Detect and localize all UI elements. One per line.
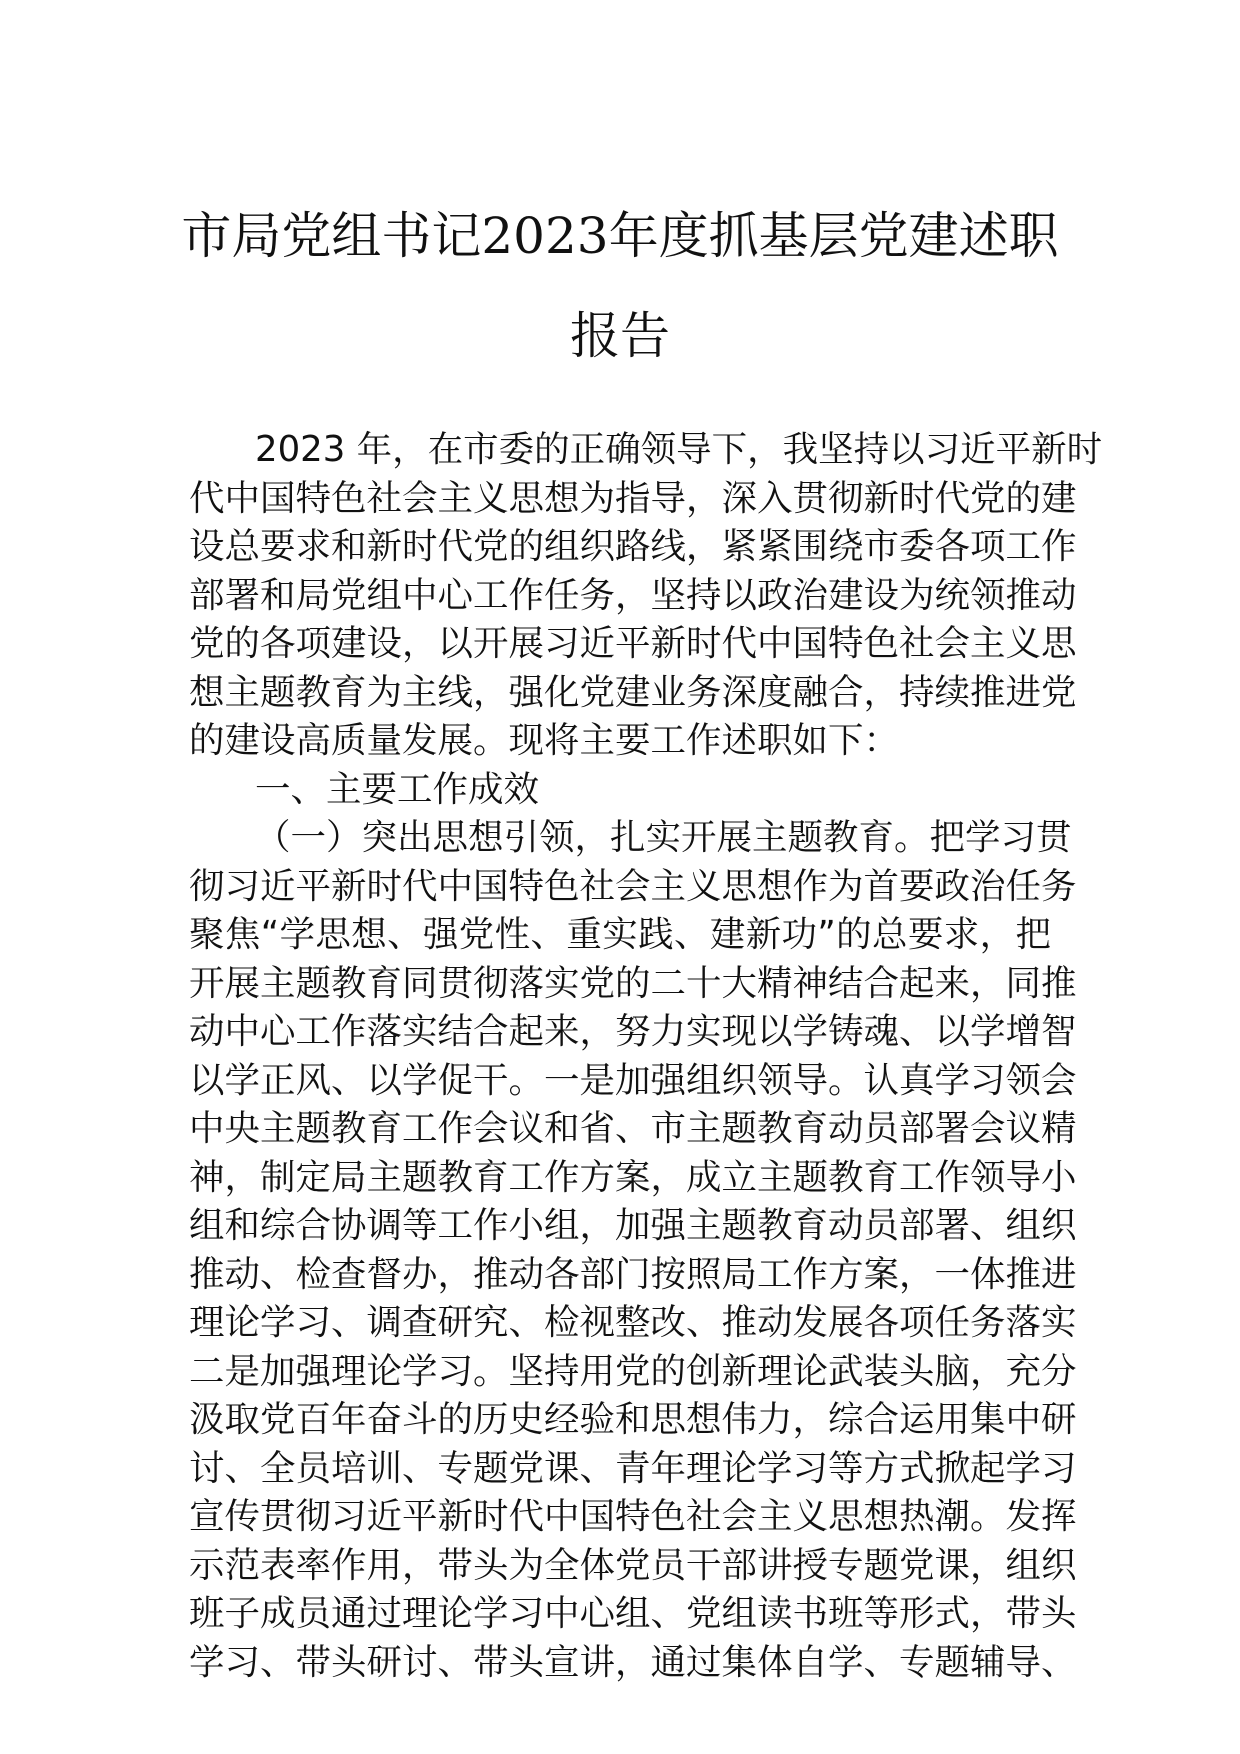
body-line: 示范表率作用，带头为全体党员干部讲授专题党课，组织 (189, 1544, 1077, 1586)
body-line: 神，制定局主题教育工作方案，成立主题教育工作领导小 (189, 1156, 1077, 1198)
body-line: 部署和局党组中心工作任务，坚持以政治建设为统领推动 (189, 574, 1077, 616)
body-line: 学习、带头研讨、带头宣讲，通过集体自学、专题辅导、 (189, 1641, 1077, 1683)
body-line: 中央主题教育工作会议和省、市主题教育动员部署会议精 (189, 1108, 1077, 1149)
body-line: （一）突出思想引领，扎实开展主题教育。把学习贯 (255, 817, 1072, 858)
body-line: 讨、全员培训、专题党课、青年理论学习等方式掀起学习 (189, 1447, 1077, 1489)
body-line: 党的各项建设，以开展习近平新时代中国特色社会主义思 (189, 623, 1077, 664)
body-line: 宣传贯彻习近平新时代中国特色社会主义思想热潮。发挥 (189, 1496, 1077, 1537)
body-line: 的建设高质量发展。现将主要工作述职如下： (189, 720, 900, 761)
body-line: 彻习近平新时代中国特色社会主义思想作为首要政治任务 (189, 865, 1077, 907)
body-line: 聚焦“学思想、强党性、重实践、建新功”的总要求，把 (189, 914, 1051, 955)
body-line: 班子成员通过理论学习中心组、党组读书班等形式，带头 (189, 1593, 1077, 1634)
body-line: 以学正风、以学促干。一是加强组织领导。认真学习领会 (189, 1059, 1077, 1101)
document-body (189, 426, 1103, 1687)
body-line: 设总要求和新时代党的组织路线，紧紧围绕市委各项工作 (189, 526, 1077, 567)
body-line: 开展主题教育同贯彻落实党的二十大精神结合起来，同推 (189, 962, 1077, 1004)
body-line: 理论学习、调查研究、检视整改、推动发展各项任务落实 (189, 1302, 1077, 1343)
body-line: 推动、检查督办，推动各部门按照局工作方案，一体推进 (189, 1253, 1077, 1295)
body-line: 2023 年，在市委的正确领导下，我坚持以习近平新时 (255, 429, 1103, 470)
body-line: 汲取党百年奋斗的历史经验和思想伟力，综合运用集中研 (189, 1399, 1077, 1440)
body-line: 二是加强理论学习。坚持用党的创新理论武装头脑，充分 (189, 1350, 1077, 1392)
body-line: 动中心工作落实结合起来，努力实现以学铸魂、以学增智 (189, 1011, 1077, 1052)
body-line: 一、主要工作成效 (255, 768, 540, 810)
body-line: 组和综合协调等工作小组，加强主题教育动员部署、组织 (189, 1205, 1077, 1246)
body-line: 代中国特色社会主义思想为指导，深入贯彻新时代党的建 (189, 477, 1077, 519)
document-title: 市局党组书记2023年度抓基层党建述职报告 (181, 207, 1059, 365)
body-line: 想主题教育为主线，强化党建业务深度融合，持续推进党 (189, 671, 1077, 713)
